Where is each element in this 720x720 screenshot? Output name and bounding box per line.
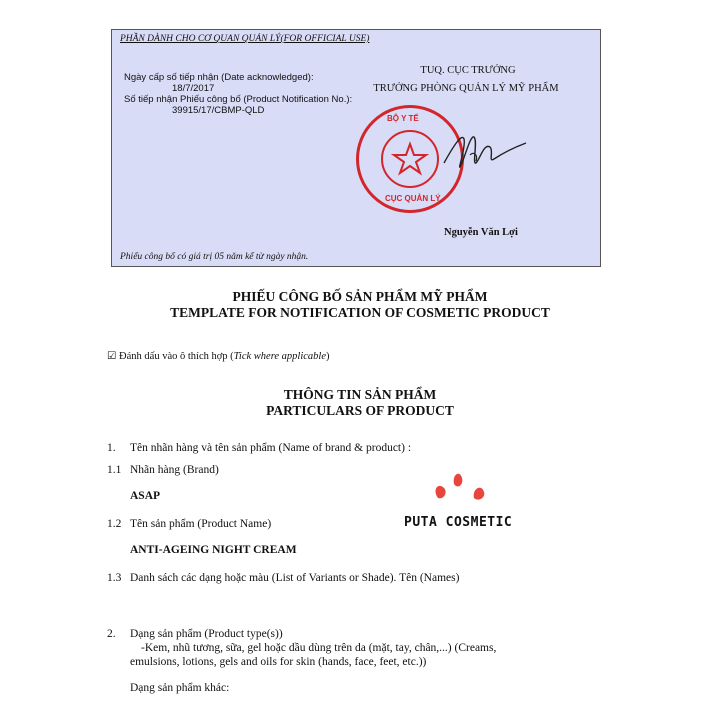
seal-text-top: BỘ Y TẾ [387,114,419,123]
star-emblem-icon [383,132,437,186]
notification-number-value: 39915/17/CBMP-QLD [172,105,265,116]
brand-value: ASAP [130,490,161,502]
section-title-vi: THÔNG TIN SẢN PHẨM [283,387,437,402]
notification-number-label: Số tiếp nhận Phiếu công bố (Product Notification No.): [124,94,353,105]
seal-text-bottom: CỤC QUẢN LÝ [385,194,441,203]
puta-cosmetic-watermark: PUTA COSMETIC [404,515,513,530]
item-1-number: 1. [107,442,116,454]
item-1-1-number: 1.1 [107,464,122,476]
seal-emblem-ring [381,130,439,188]
document-title-vi: PHIẾU CÔNG BỐ SẢN PHẨM MỸ PHẨM [232,289,488,304]
validity-note: Phiếu công bố có giá trị 05 năm kể từ ngày nhận. [120,252,309,262]
checkbox-icon: ☑ [107,351,117,362]
item-2-number: 2. [107,628,116,640]
product-value: ANTI-AGEING NIGHT CREAM [130,544,297,556]
item-1-1-label: Nhãn hàng (Brand) [130,464,219,476]
document-title-en: TEMPLATE FOR NOTIFICATION OF COSMETIC PRODUCT [170,305,550,320]
signature-icon [440,125,530,180]
item-1-2-label: Tên sản phẩm (Product Name) [130,518,272,530]
tick-note-end: ) [326,351,330,362]
tick-note-italic: Tick where applicable [233,351,326,362]
signer-name: Nguyễn Văn Lợi [444,227,518,238]
item-1-label: Tên nhãn hàng và tên sản phẩm (Name of brand & product) : [130,442,412,454]
item-2-line-2: emulsions, lotions, gels and oils for skin (hands, face, feet, etc.)) [130,656,427,668]
ack-date-label: Ngày cấp số tiếp nhận (Date acknowledged): [124,72,314,83]
item-1-2-number: 1.2 [107,518,122,530]
other-product-type-label: Dạng sản phẩm khác: [130,682,230,694]
item-1-3-label: Danh sách các dạng hoặc màu (List of Variants or Shade). Tên (Names) [130,572,460,584]
tick-note-text: Đánh dấu vào ô thích hợp ( [116,351,234,362]
official-use-header: PHẦN DÀNH CHO CƠ QUAN QUẢN LÝ(FOR OFFICIAL USE) [120,34,370,44]
authority-department: TRƯỞNG PHÒNG QUẢN LÝ MỸ PHẨM [373,83,559,94]
item-1-3-number: 1.3 [107,572,122,584]
section-title-en: PARTICULARS OF PRODUCT [266,403,454,418]
item-2-label: Dạng sản phẩm (Product type(s)) [130,628,283,640]
item-2-line-1: -Kem, nhũ tương, sữa, gel hoặc dầu dùng trên da (mặt, tay, chân,...) (Creams, [141,642,497,654]
authority-title: TUQ. CỤC TRƯỞNG [420,65,516,76]
ack-date-value: 18/7/2017 [172,83,215,94]
puta-logo-icon [430,468,490,508]
tick-note [107,350,330,362]
